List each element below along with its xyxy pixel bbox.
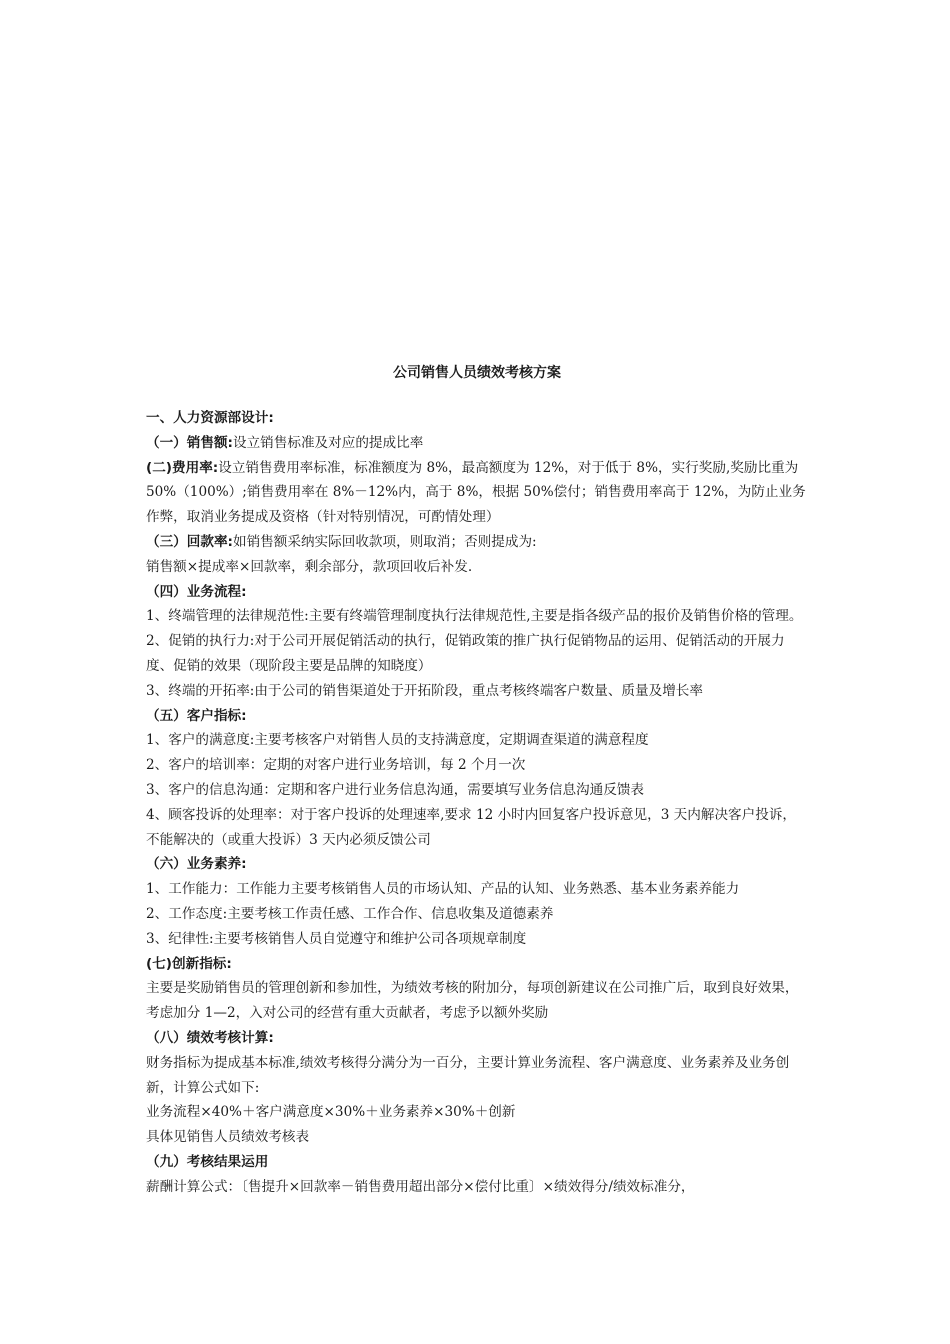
paragraph-text: 3、终端的开拓率:由于公司的销售渠道处于开拓阶段，重点考核终端客户数量、质量及增长率: [146, 682, 703, 699]
paragraph-line: [146, 555, 808, 580]
paragraph-text: 业务流程×40%＋客户满意度×30%＋业务素养×30%＋创新: [146, 1104, 516, 1121]
paragraph-line: [146, 1150, 808, 1175]
paragraph-line: [146, 1125, 808, 1150]
paragraph-line: [146, 704, 808, 729]
paragraph-text: 销售额×提成率×回款率，剩余部分，款项回收后补发.: [146, 558, 473, 575]
paragraph-text: 2、客户的培训率：定期的对客户进行业务培训，每 2 个月一次: [146, 757, 526, 774]
paragraph-line: [146, 778, 808, 803]
paragraph-text: 财务指标为提成基本标准,绩效考核得分满分为一百分，主要计算业务流程、客户满意度、业务素养及业务创新，计算公式如下:: [146, 1054, 790, 1096]
paragraph-text: 2、促销的执行力:对于公司开展促销活动的执行，促销政策的推广执行促销物品的运用、促销活动的开展力度、促销的效果（现阶段主要是品牌的知晓度）: [146, 633, 785, 674]
section-heading: (七)创新指标:: [146, 955, 232, 972]
paragraph-line: [146, 431, 808, 456]
paragraph-line: [146, 952, 808, 977]
section-heading: （四）业务流程:: [146, 583, 247, 600]
paragraph-text: 如销售额采纳实际回收款项，则取消；否则提成为:: [233, 533, 537, 550]
paragraph-line: [146, 803, 808, 853]
section-heading: （三）回款率:: [146, 533, 233, 550]
paragraph-line: [146, 927, 808, 952]
section-heading: （六）业务素养:: [146, 856, 247, 873]
paragraph-text: 薪酬计算公式：〔售提升×回款率－销售费用超出部分×偿付比重〕×绩效得分/绩效标准分，: [146, 1178, 695, 1195]
section-heading: （一）销售额:: [146, 434, 233, 451]
paragraph-text: 1、终端管理的法律规范性:主要有终端管理制度执行法律规范性,主要是指各级产品的报价及销售价格的管理。: [146, 608, 803, 625]
paragraph-line: [146, 629, 808, 679]
document-title: 公司销售人员绩效考核方案: [393, 365, 561, 381]
paragraph-text: 具体见销售人员绩效考核表: [146, 1129, 310, 1146]
paragraph-line: [146, 976, 808, 1026]
paragraph-line: [146, 530, 808, 555]
paragraph-text: 3、客户的信息沟通：定期和客户进行业务信息沟通，需要填写业务信息沟通反馈表: [146, 781, 645, 798]
paragraph-text: 2、工作态度:主要考核工作责任感、工作合作、信息收集及道德素养: [146, 905, 554, 922]
paragraph-line: [146, 753, 808, 778]
section-heading: 一、人力资源部设计:: [146, 410, 274, 426]
paragraph-text: 4、顾客投诉的处理率：对于客户投诉的处理速率,要求 12 小时内回复客户投诉意见，3 天内解决客户投诉，不能解决的（或重大投诉）3 天内必须反馈公司: [146, 806, 797, 848]
paragraph-line: [146, 1175, 808, 1200]
paragraph-line: [146, 1026, 808, 1051]
paragraph-text: 设立销售标准及对应的提成比率: [233, 434, 424, 451]
paragraph-text: 1、工作能力：工作能力主要考核销售人员的市场认知、产品的认知、业务熟悉、基本业务素养能力: [146, 881, 740, 898]
paragraph-line: [146, 877, 808, 902]
paragraph-line: [146, 728, 808, 753]
paragraph-line: [146, 580, 808, 605]
paragraph-line: [146, 604, 808, 629]
paragraph-text: 3、纪律性:主要考核销售人员自觉遵守和维护公司各项规章制度: [146, 930, 527, 947]
section-heading: （五）客户指标:: [146, 707, 247, 724]
paragraph-line: [146, 1051, 808, 1101]
paragraph-line: [146, 852, 808, 877]
paragraph-line: [146, 406, 808, 431]
section-heading: (二)费用率:: [146, 459, 219, 476]
paragraph-text: 设立销售费用率标准，标准额度为 8%，最高额度为 12%，对于低于 8%，实行奖励,奖励比重为 50%（100%）;销售费用率在 8%－12%内，高于 8%，根据 50%偿付；销售费用率高于 12%，为防止业务作弊，取消业务提成及资格（针对特别情况，可酌情处理）: [146, 459, 806, 526]
paragraph-line: [146, 456, 808, 530]
paragraph-line: [146, 1100, 808, 1125]
document-lines: [146, 406, 808, 1200]
paragraph-line: [146, 679, 808, 704]
document-body: [146, 358, 808, 1200]
paragraph-line: [146, 902, 808, 927]
paragraph-text: 主要是奖励销售员的管理创新和参加性，为绩效考核的附加分，每项创新建议在公司推广后，取到良好效果，考虑加分 1—2，入对公司的经营有重大贡献者，考虑予以额外奖励: [146, 980, 799, 1022]
section-heading: （九）考核结果运用: [146, 1153, 269, 1170]
paragraph-text: 1、客户的满意度:主要考核客户对销售人员的支持满意度，定期调查渠道的满意程度: [146, 732, 649, 749]
section-heading: （八）绩效考核计算:: [146, 1029, 274, 1046]
